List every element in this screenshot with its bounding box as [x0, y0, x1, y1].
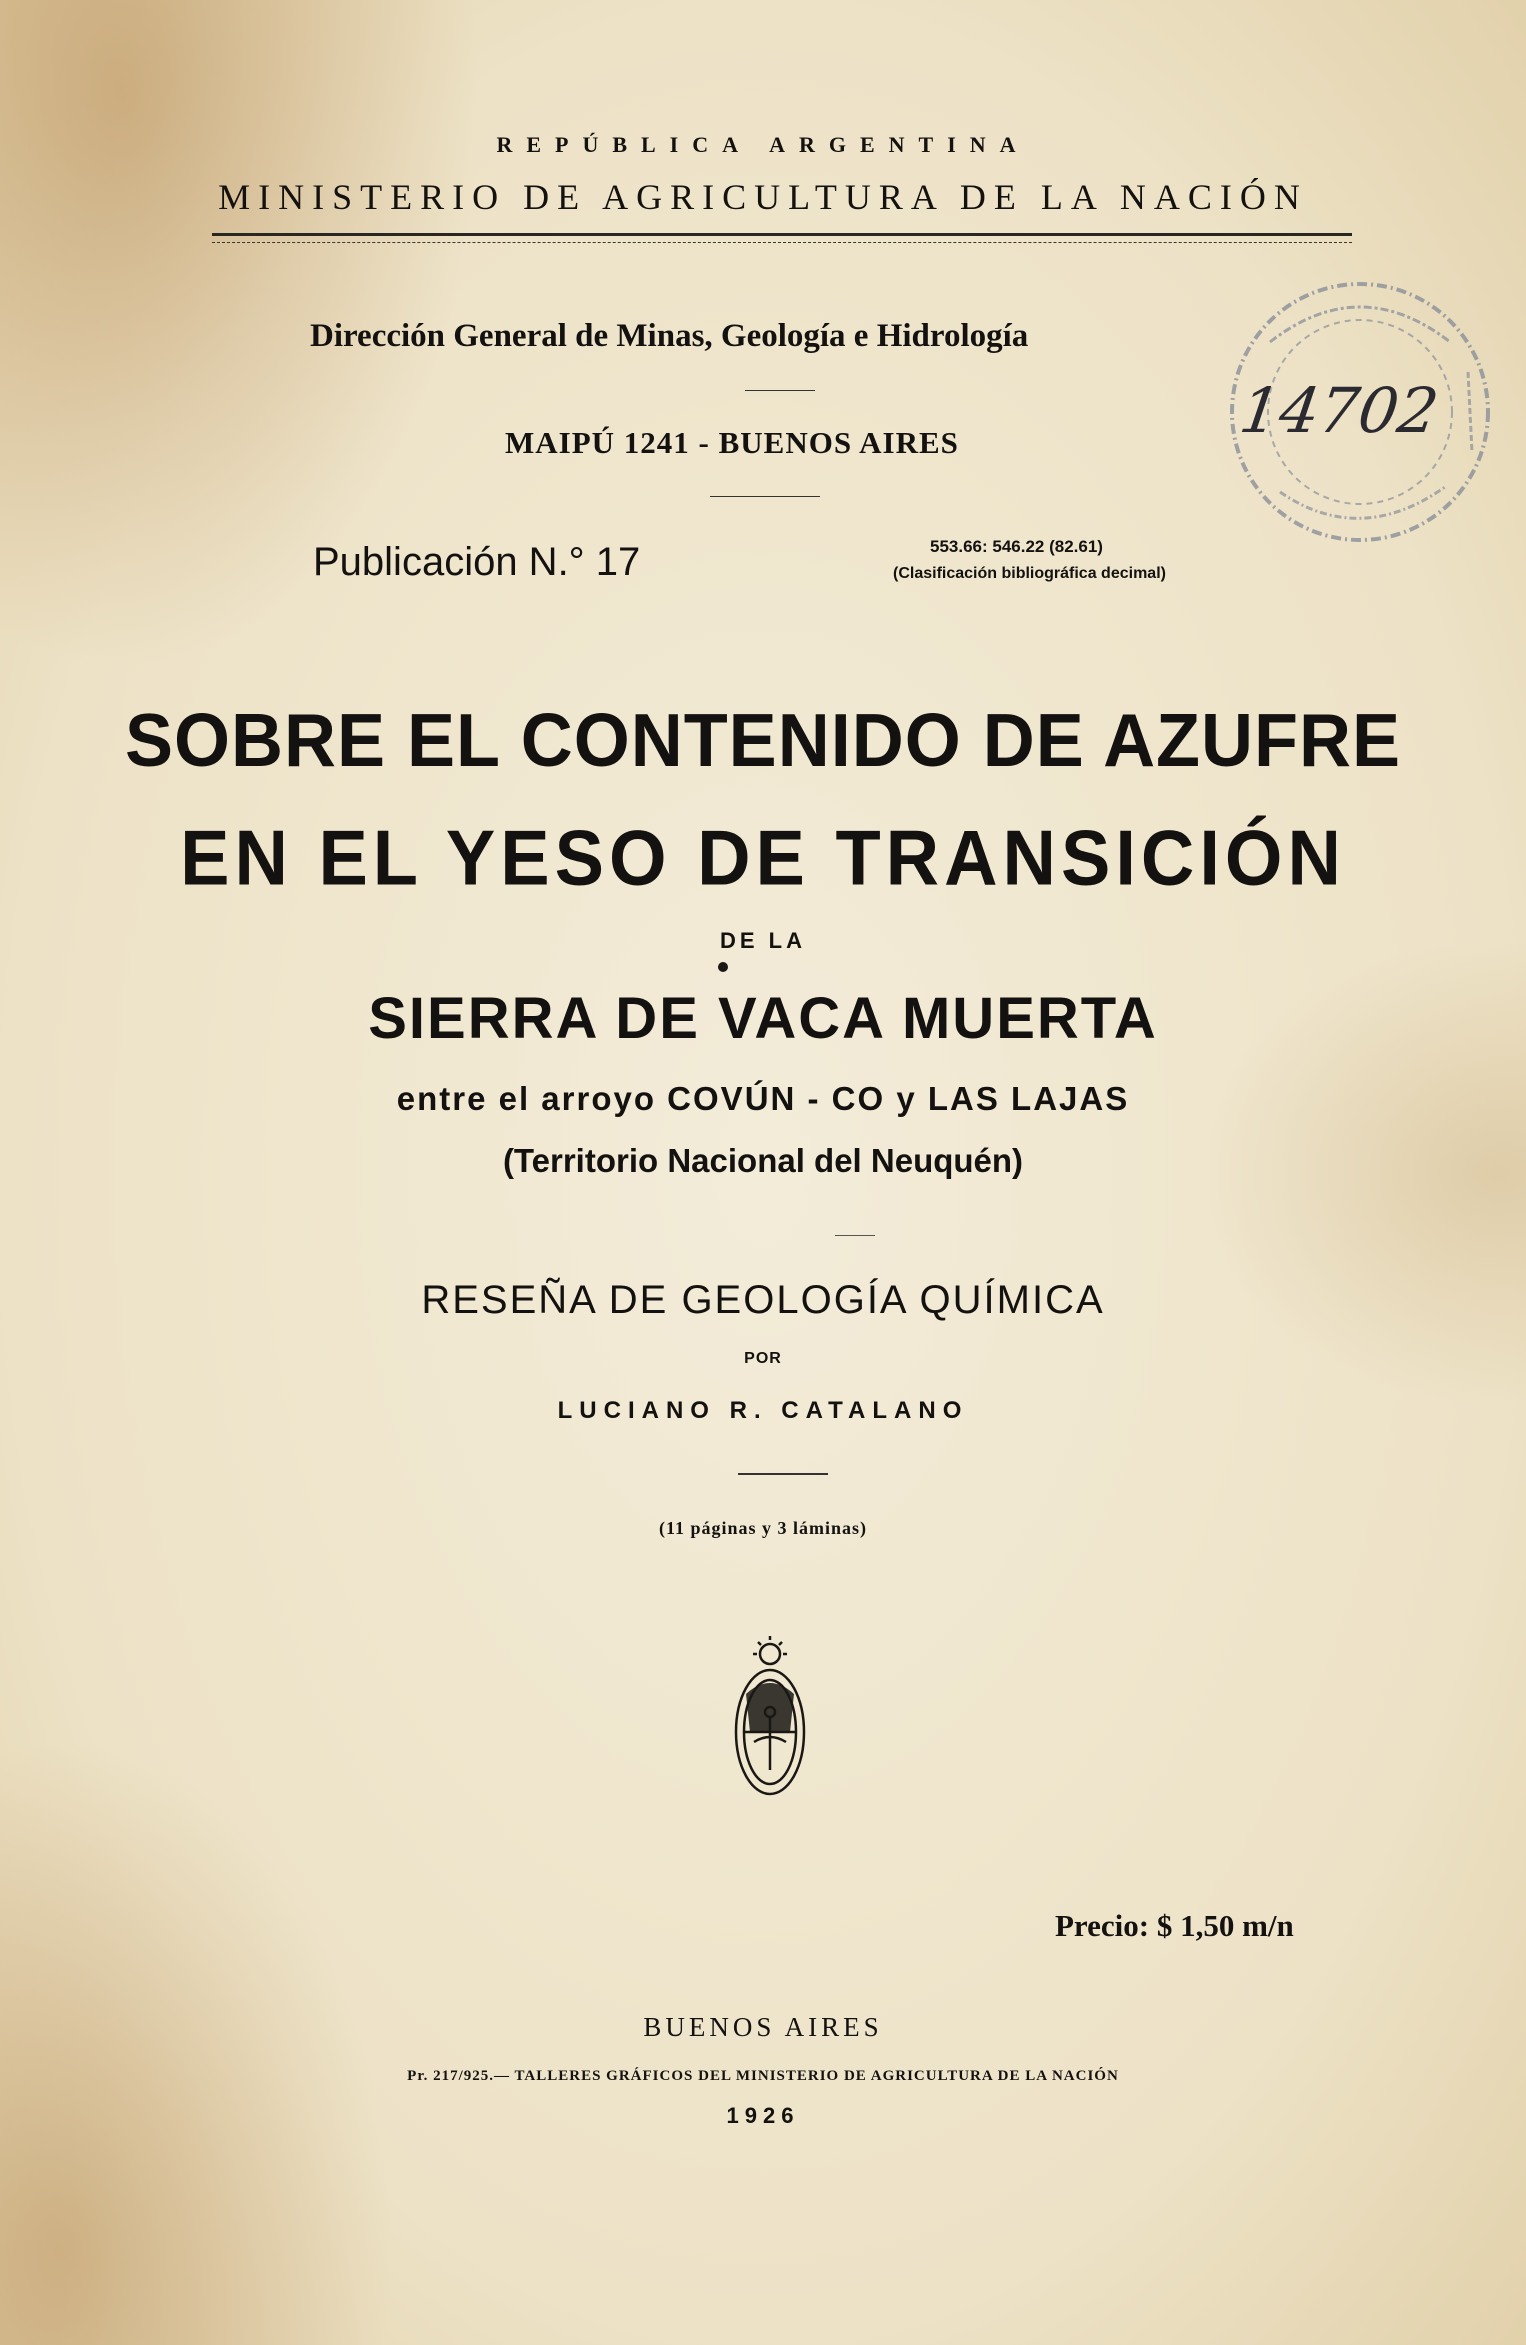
argentine-coat-of-arms-icon: [728, 1632, 812, 1814]
divider: [710, 496, 820, 497]
footer-city: BUENOS AIRES: [643, 2012, 883, 2042]
divider: [738, 1473, 828, 1475]
office-address: MAIPÚ 1241 - BUENOS AIRES: [505, 425, 959, 460]
title-connector: DE LA: [720, 928, 806, 953]
price: Precio: $ 1,50 m/n: [1055, 1908, 1294, 1943]
classification-note: (Clasificación bibliográfica decimal): [893, 565, 1166, 582]
handwritten-accession-number: 14702: [1235, 374, 1443, 447]
printer-imprint: Pr. 217/925.— TALLERES GRÁFICOS DEL MINISTERIO DE AGRICULTURA DE LA NACIÓN: [407, 2068, 1119, 2084]
republica-heading: REPÚBLICA ARGENTINA: [496, 132, 1030, 157]
direccion-general: Dirección General de Minas, Geología e Hidrología: [310, 318, 1029, 354]
title-line-4: entre el arroyo COVÚN - CO y LAS LAJAS: [396, 1080, 1130, 1117]
divider: [745, 390, 815, 391]
title-line-5: (Territorio Nacional del Neuquén): [502, 1142, 1024, 1179]
ministerio-heading: MINISTERIO DE AGRICULTURA DE LA NACIÓN: [218, 177, 1308, 217]
divider: [835, 1235, 875, 1236]
header-rule: [212, 233, 1352, 236]
byline-por: POR: [744, 1350, 782, 1367]
publication-number: Publicación N.° 17: [313, 540, 641, 584]
title-line-3: SIERRA DE VACA MUERTA: [368, 986, 1158, 1051]
library-stamp-icon: [1210, 262, 1510, 562]
subtitle: RESEÑA DE GEOLOGÍA QUÍMICA: [421, 1278, 1105, 1322]
header-rule-dashed: [212, 242, 1352, 243]
pages-note: (11 páginas y 3 láminas): [658, 1518, 868, 1538]
title-line-1: SOBRE EL CONTENIDO DE AZUFRE: [124, 699, 1402, 783]
title-line-2: EN EL YESO DE TRANSICIÓN: [180, 813, 1346, 902]
classification-code: 553.66: 546.22 (82.61): [930, 537, 1103, 556]
author-name: LUCIANO R. CATALANO: [557, 1397, 969, 1424]
publication-year: 1926: [726, 2103, 800, 2128]
bullet-dot: [718, 962, 728, 972]
